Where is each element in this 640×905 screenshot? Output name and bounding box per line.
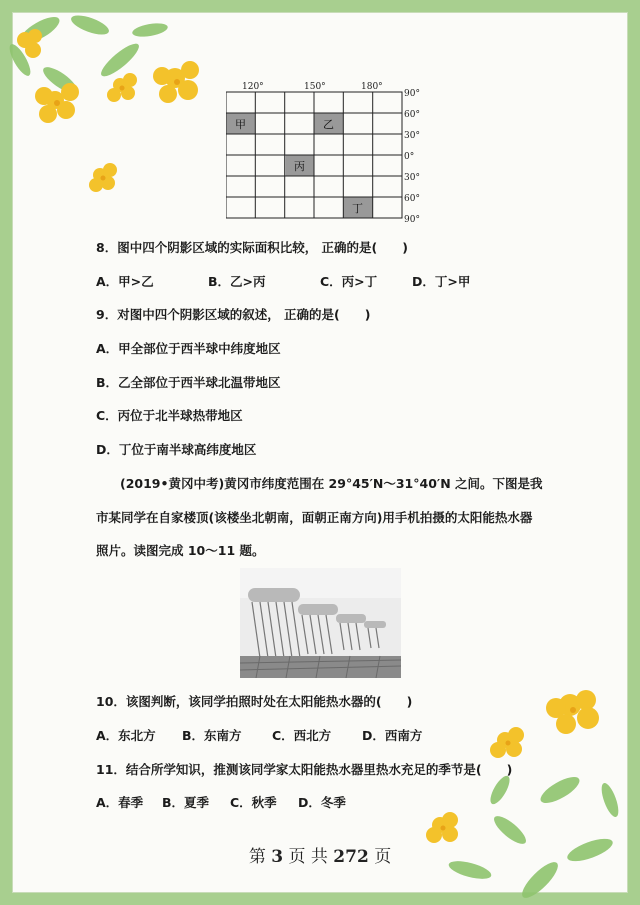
lat-label-0: 90° xyxy=(404,89,420,99)
question-10-options xyxy=(96,726,422,744)
q9-option-d: D．丁位于南半球高纬度地区 xyxy=(96,442,257,457)
solar-water-heater-photo xyxy=(240,568,401,678)
region-label-bing: 丙 xyxy=(294,160,305,173)
region-label-yi: 乙 xyxy=(323,118,334,131)
footer-post: 页 xyxy=(374,847,392,867)
lon-label-2: 180° xyxy=(361,82,383,92)
question-8-stem: 8．图中四个阴影区域的实际面积比较， 正确的是( ) xyxy=(96,240,408,255)
q11-option-c: C．秋季 xyxy=(230,795,277,810)
region-label-jia: 甲 xyxy=(235,118,246,131)
q10-option-a: A．东北方 xyxy=(96,728,156,743)
footer-pre: 第 xyxy=(248,847,266,867)
lat-label-6: 90° xyxy=(404,215,420,225)
lat-label-2: 30° xyxy=(404,131,420,141)
lon-label-1: 150° xyxy=(304,82,326,92)
lat-label-5: 60° xyxy=(404,194,420,204)
lon-label-0: 120° xyxy=(242,82,264,92)
lat-lon-grid-figure xyxy=(226,78,426,228)
q9-option-a: A．甲全部位于西半球中纬度地区 xyxy=(96,341,281,356)
q11-option-a: A．春季 xyxy=(96,795,144,810)
current-page-number: 3 xyxy=(271,847,284,867)
question-10-stem: 10．该图判断，该同学拍照时处在太阳能热水器的( ) xyxy=(96,694,413,709)
passage-line-3: 照片。读图完成 10～11 题。 xyxy=(96,543,265,558)
flower-decoration-bottom-right xyxy=(410,680,640,905)
region-label-ding: 丁 xyxy=(352,202,363,215)
q11-option-b: B．夏季 xyxy=(162,795,210,810)
q9-option-c: C．丙位于北半球热带地区 xyxy=(96,408,243,423)
q8-option-d: D．丁>甲 xyxy=(412,274,471,289)
q11-option-d: D．冬季 xyxy=(298,795,346,810)
lat-label-1: 60° xyxy=(404,110,420,120)
q8-option-b: B．乙>丙 xyxy=(208,274,266,289)
q10-option-b: B．东南方 xyxy=(182,728,242,743)
question-9-stem: 9．对图中四个阴影区域的叙述， 正确的是( ) xyxy=(96,307,371,322)
flower-decoration-top-left xyxy=(0,0,230,210)
q10-option-c: C．西北方 xyxy=(272,728,332,743)
q8-option-c: C．丙>丁 xyxy=(320,274,378,289)
lat-label-4: 30° xyxy=(404,173,420,183)
question-11-stem: 11．结合所学知识，推测该同学家太阳能热水器里热水充足的季节是( ) xyxy=(96,762,513,777)
passage-line-2: 市某同学在自家楼顶(该楼坐北朝南，面朝正南方向)用手机拍摄的太阳能热水器 xyxy=(96,510,533,525)
footer-mid: 页 共 xyxy=(288,847,328,867)
question-11-options xyxy=(96,793,346,811)
total-page-count: 272 xyxy=(333,847,369,867)
q10-option-d: D．西南方 xyxy=(362,728,423,743)
q9-option-b: B．乙全部位于西半球北温带地区 xyxy=(96,375,281,390)
lat-label-3: 0° xyxy=(404,152,415,162)
passage-line-1: (2019•黄冈中考)黄冈市纬度范围在 29°45′N～31°40′N 之间。下图是我 xyxy=(120,476,543,491)
question-8-options xyxy=(96,272,470,290)
page-footer xyxy=(0,842,640,867)
q8-option-a: A．甲>乙 xyxy=(96,274,154,289)
